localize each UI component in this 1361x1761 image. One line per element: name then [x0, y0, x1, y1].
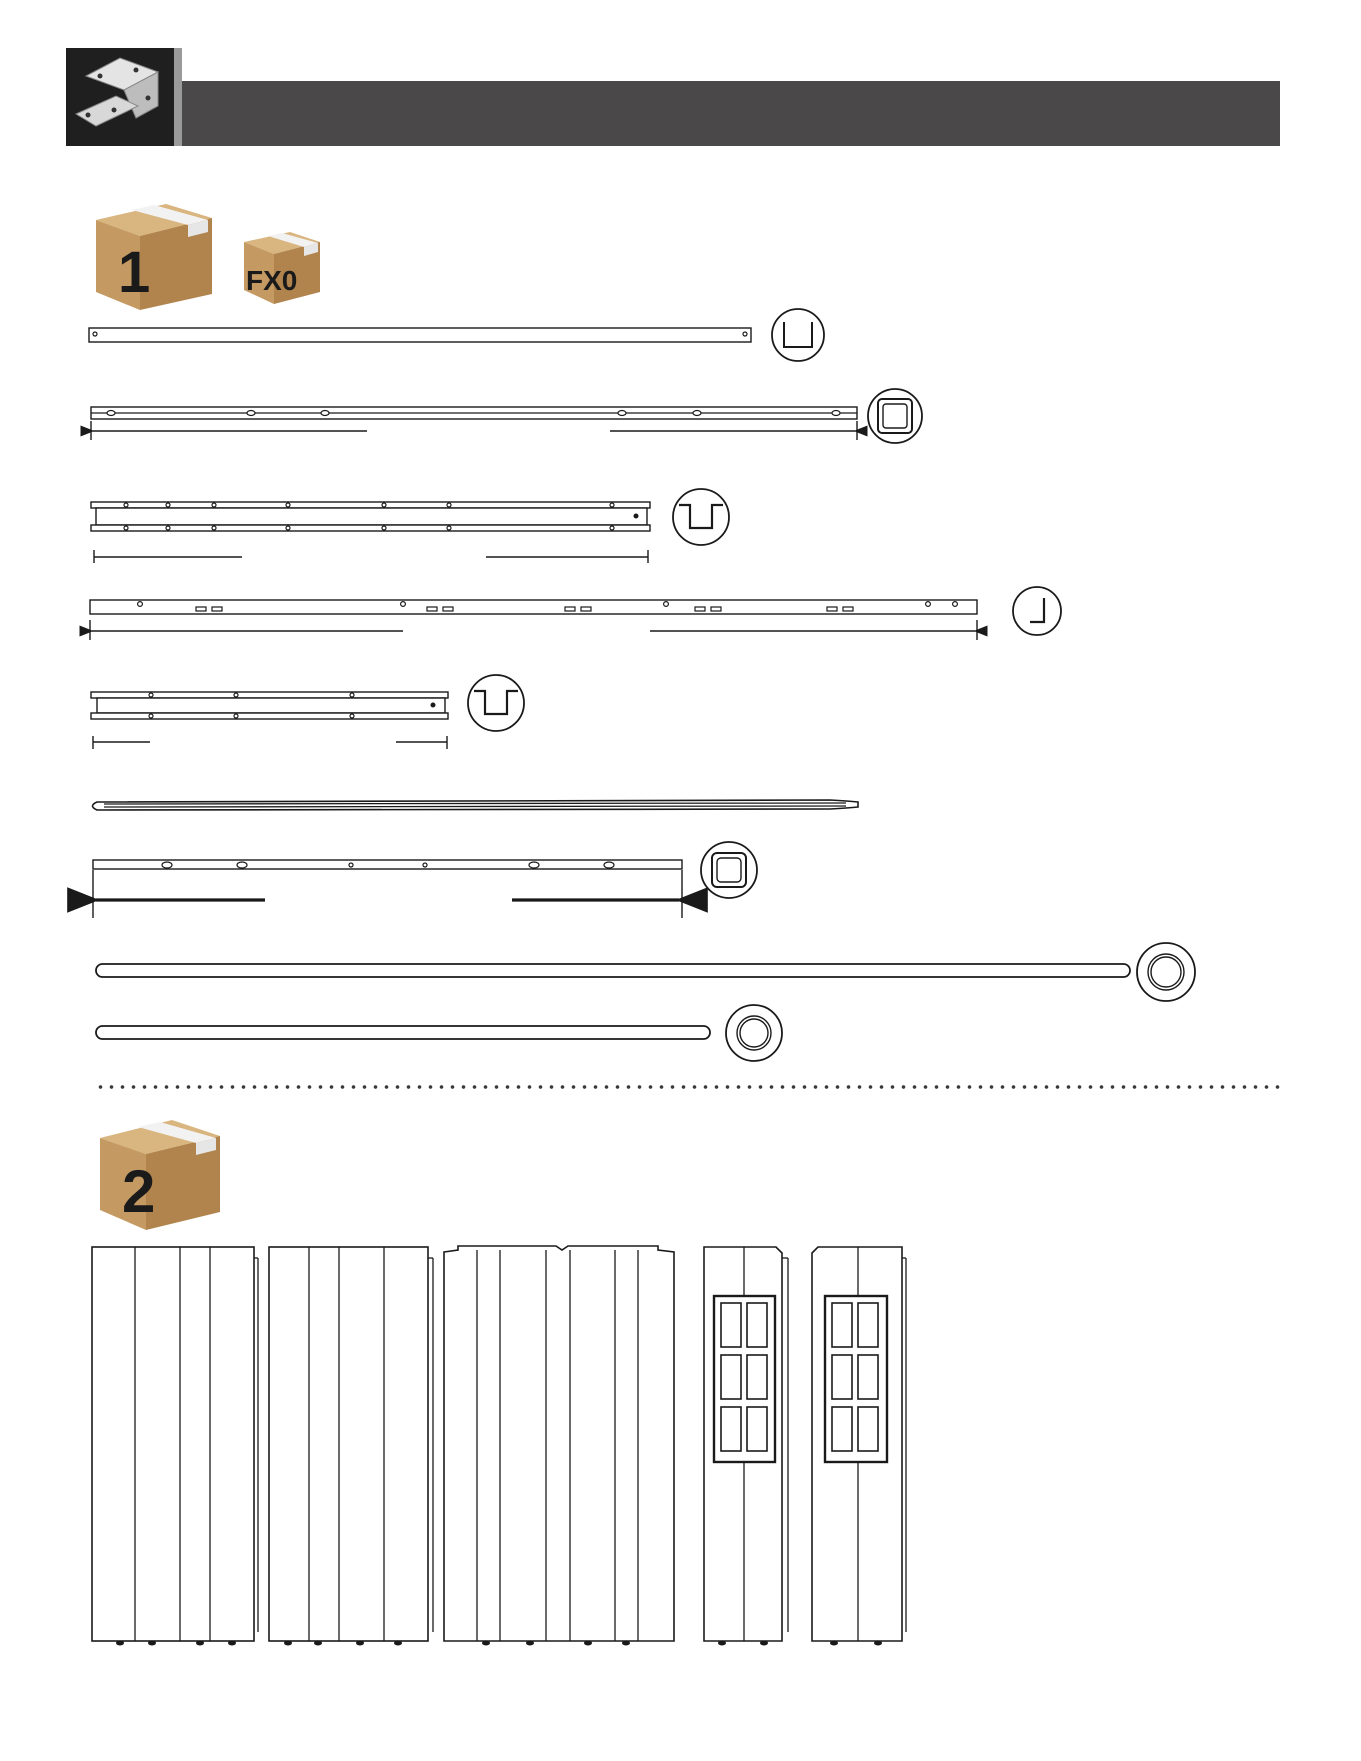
- u-channel-profile-icon: [772, 309, 824, 361]
- hat-channel-profile-icon: [468, 675, 524, 731]
- wall-panel-c: [444, 1246, 674, 1646]
- box-2-badge: [92, 1112, 224, 1234]
- round-tube-profile-icon: [726, 1005, 782, 1061]
- box-1-number: 1: [118, 240, 151, 305]
- square-tube-profile-icon: [701, 842, 757, 898]
- header-logo: [66, 48, 174, 146]
- box-2-number: 2: [122, 1158, 156, 1225]
- box-fx0-label: FX0: [246, 265, 298, 296]
- angle-profile-icon: [1013, 587, 1061, 635]
- box-fx0-badge: [240, 228, 322, 306]
- box-2-wall-panels: [0, 1240, 1361, 1660]
- box-1-parts: [0, 300, 1361, 1080]
- part-slotted-rail: [91, 407, 857, 419]
- header-bar: [182, 81, 1280, 146]
- part-hat-channel: [91, 502, 650, 531]
- round-tube-profile-icon: [1137, 943, 1195, 1001]
- header-logo-edge: [174, 48, 182, 146]
- part-short-hat-channel-dimension: [93, 736, 447, 749]
- part-flat-strap: [93, 800, 859, 810]
- section-separator: [95, 1085, 1285, 1089]
- wall-panel-a: [92, 1247, 258, 1646]
- part-flat-bar: [89, 328, 751, 342]
- part-short-round-tube: [96, 1026, 710, 1039]
- part-long-angle-dimension: [90, 620, 977, 640]
- part-long-round-tube: [96, 964, 1130, 977]
- part-long-angle: [90, 600, 977, 614]
- part-hat-channel-dimension: [94, 550, 648, 563]
- hat-channel-profile-icon: [673, 489, 729, 545]
- part-short-hat-channel: [91, 692, 448, 719]
- cardboard-box-icon: [88, 196, 216, 314]
- box-1-badge: [88, 196, 216, 314]
- wall-panel-window-left: [704, 1247, 788, 1646]
- square-tube-profile-icon: [868, 389, 922, 443]
- wall-panel-b: [269, 1247, 433, 1646]
- cardboard-box-icon: [240, 228, 322, 306]
- part-slotted-rail-dimension: [91, 421, 857, 440]
- part-slotted-square-tube: [93, 860, 682, 869]
- metal-bracket-icon: [66, 48, 174, 146]
- cardboard-box-icon: [92, 1112, 224, 1234]
- part-slotted-square-tube-dimension: [93, 870, 682, 918]
- wall-panel-window-right: [812, 1247, 906, 1646]
